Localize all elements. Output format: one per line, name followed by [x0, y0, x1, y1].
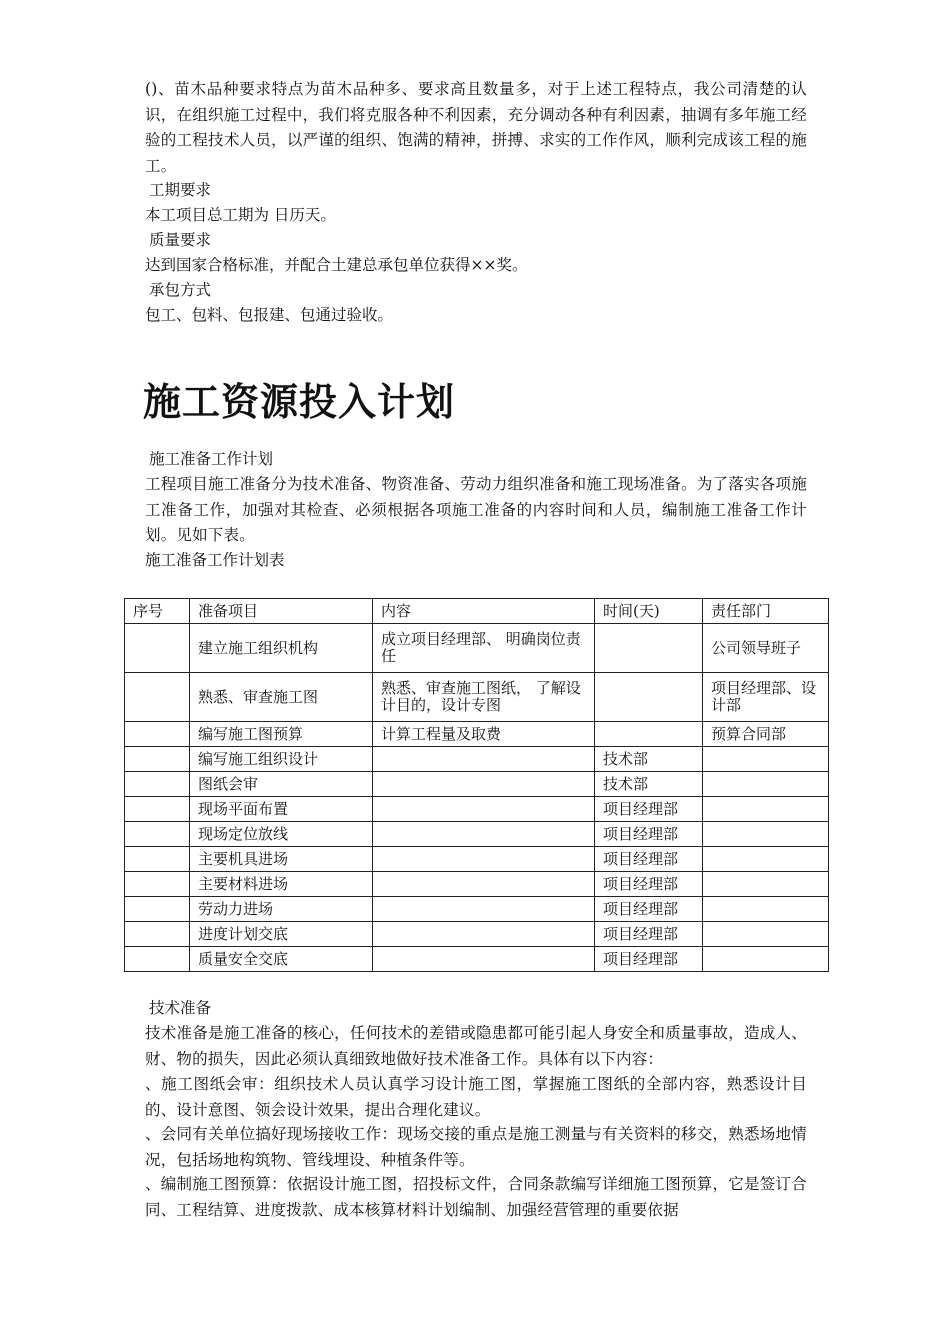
table-cell [125, 624, 190, 673]
table-cell: 编写施工图预算 [190, 722, 373, 747]
table-cell: 项目经理部 [595, 822, 703, 847]
prep-plan-table [124, 598, 829, 972]
table-cell [373, 947, 595, 972]
table-cell [125, 722, 190, 747]
intro-paragraph: ()、苗木品种要求特点为苗木品种多、要求高且数量多，对于上述工程特点，我公司清楚的认识，在组织施工过程中，我们将克服各种不利因素，充分调动各种有利因素，抽调有多年施工经验的工程技术人员，以严谨的组织、饱满的精神，拼搏、求实的工作作风，顺利完成该工程的施工。 [145, 80, 807, 175]
table-cell: 成立项目经理部、 明确岗位责任 [373, 624, 595, 673]
table-cell: 公司领导班子 [703, 624, 829, 673]
table-row [125, 847, 829, 872]
table-cell: 项目经理部 [595, 797, 703, 822]
col-header: 序号 [125, 599, 190, 624]
tech-paragraph-3: 、会同有关单位搞好现场接收工作：现场交接的重点是施工测量与有关资料的移交，熟悉场地情况，包括场地构筑物、管线埋设、种植条件等。 [145, 1125, 807, 1169]
col-header: 内容 [373, 599, 595, 624]
table-cell [595, 624, 703, 673]
table-cell [125, 922, 190, 947]
table-cell: 现场定位放线 [190, 822, 373, 847]
quality-text: 达到国家合格标准，并配合土建总承包单位获得××奖。 [145, 256, 528, 274]
tech-heading: 技术准备 [149, 999, 212, 1017]
table-cell [703, 822, 829, 847]
col-header: 准备项目 [190, 599, 373, 624]
table-cell: 主要机具进场 [190, 847, 373, 872]
table-row [125, 872, 829, 897]
table-cell [373, 747, 595, 772]
contract-heading: 承包方式 [149, 281, 212, 299]
prep-paragraph: 工程项目施工准备分为技术准备、物资准备、劳动力组织准备和施工现场准备。为了落实各项施工准备工作，加强对其检查、必须根据各项施工准备的内容时间和人员，编制施工准备工作计划。见如下表。 [145, 475, 807, 544]
table-cell [703, 797, 829, 822]
contract-text: 包工、包料、包报建、包通过验收。 [145, 306, 394, 324]
table-cell: 项目经理部 [595, 872, 703, 897]
table-cell: 主要材料进场 [190, 872, 373, 897]
table-cell [703, 922, 829, 947]
prep-heading: 施工准备工作计划 [149, 450, 274, 468]
table-row [125, 922, 829, 947]
table-cell [373, 922, 595, 947]
table-cell: 技术部 [595, 747, 703, 772]
quality-heading: 质量要求 [149, 231, 212, 249]
table-cell: 计算工程量及取费 [373, 722, 595, 747]
table-cell: 建立施工组织机构 [190, 624, 373, 673]
table-cell: 项目经理部 [595, 897, 703, 922]
table-cell [595, 673, 703, 722]
table-cell: 编写施工组织设计 [190, 747, 373, 772]
table-cell [703, 747, 829, 772]
table-cell: 技术部 [595, 772, 703, 797]
table-cell [703, 772, 829, 797]
table-header-row [125, 599, 829, 624]
table-cell [373, 872, 595, 897]
table-row [125, 897, 829, 922]
tech-paragraph-2: 、施工图纸会审：组织技术人员认真学习设计施工图，掌握施工图纸的全部内容，熟悉设计目的、设计意图、领会设计效果，提出合理化建议。 [145, 1075, 807, 1119]
table-cell: 预算合同部 [703, 722, 829, 747]
table-row [125, 747, 829, 772]
schedule-heading: 工期要求 [149, 181, 212, 199]
table-cell [125, 822, 190, 847]
table-cell [373, 797, 595, 822]
table-row [125, 947, 829, 972]
table-cell: 项目经理部 [595, 847, 703, 872]
tech-paragraph-1: 技术准备是施工准备的核心，任何技术的差错或隐患都可能引起人身安全和质量事故，造成人、财、物的损失，因此必须认真细致地做好技术准备工作。具体有以下内容： [145, 1024, 807, 1068]
table-cell [125, 947, 190, 972]
table-cell [373, 897, 595, 922]
section-title: 施工资源投入计划 [143, 380, 456, 424]
table-row [125, 797, 829, 822]
table-row [125, 772, 829, 797]
table-cell: 劳动力进场 [190, 897, 373, 922]
table-cell [703, 872, 829, 897]
table-cell [125, 747, 190, 772]
table-cell: 进度计划交底 [190, 922, 373, 947]
table-cell [373, 847, 595, 872]
table-cell [125, 797, 190, 822]
tech-paragraph-4: 、编制施工图预算：依据设计施工图，招投标文件，合同条款编写详细施工图预算，它是签订合同、工程结算、进度拨款、成本核算材料计划编制、加强经营管理的重要依据 [145, 1175, 807, 1219]
table-cell [373, 822, 595, 847]
table-cell [125, 847, 190, 872]
table-cell [703, 947, 829, 972]
table-cell [125, 897, 190, 922]
table-row [125, 722, 829, 747]
col-header: 时间(天) [595, 599, 703, 624]
table-cell: 质量安全交底 [190, 947, 373, 972]
table-cell [125, 772, 190, 797]
table-cell: 现场平面布置 [190, 797, 373, 822]
table-cell [125, 872, 190, 897]
table-cell: 熟悉、审查施工图 [190, 673, 373, 722]
table-cell [595, 722, 703, 747]
table-cell: 项目经理部 [595, 947, 703, 972]
schedule-text: 本工项目总工期为 日历天。 [145, 206, 336, 224]
table-cell [125, 673, 190, 722]
table-cell [373, 772, 595, 797]
table-cell: 项目经理部 [595, 922, 703, 947]
table-row [125, 624, 829, 673]
table-cell [703, 847, 829, 872]
table-caption: 施工准备工作计划表 [145, 551, 285, 569]
table-row [125, 822, 829, 847]
table-cell: 图纸会审 [190, 772, 373, 797]
table-cell: 熟悉、审查施工图纸， 了解设计目的，设计专图 [373, 673, 595, 722]
table-row [125, 673, 829, 722]
table-cell [703, 897, 829, 922]
table-cell: 项目经理部、设计部 [703, 673, 829, 722]
col-header: 责任部门 [703, 599, 829, 624]
